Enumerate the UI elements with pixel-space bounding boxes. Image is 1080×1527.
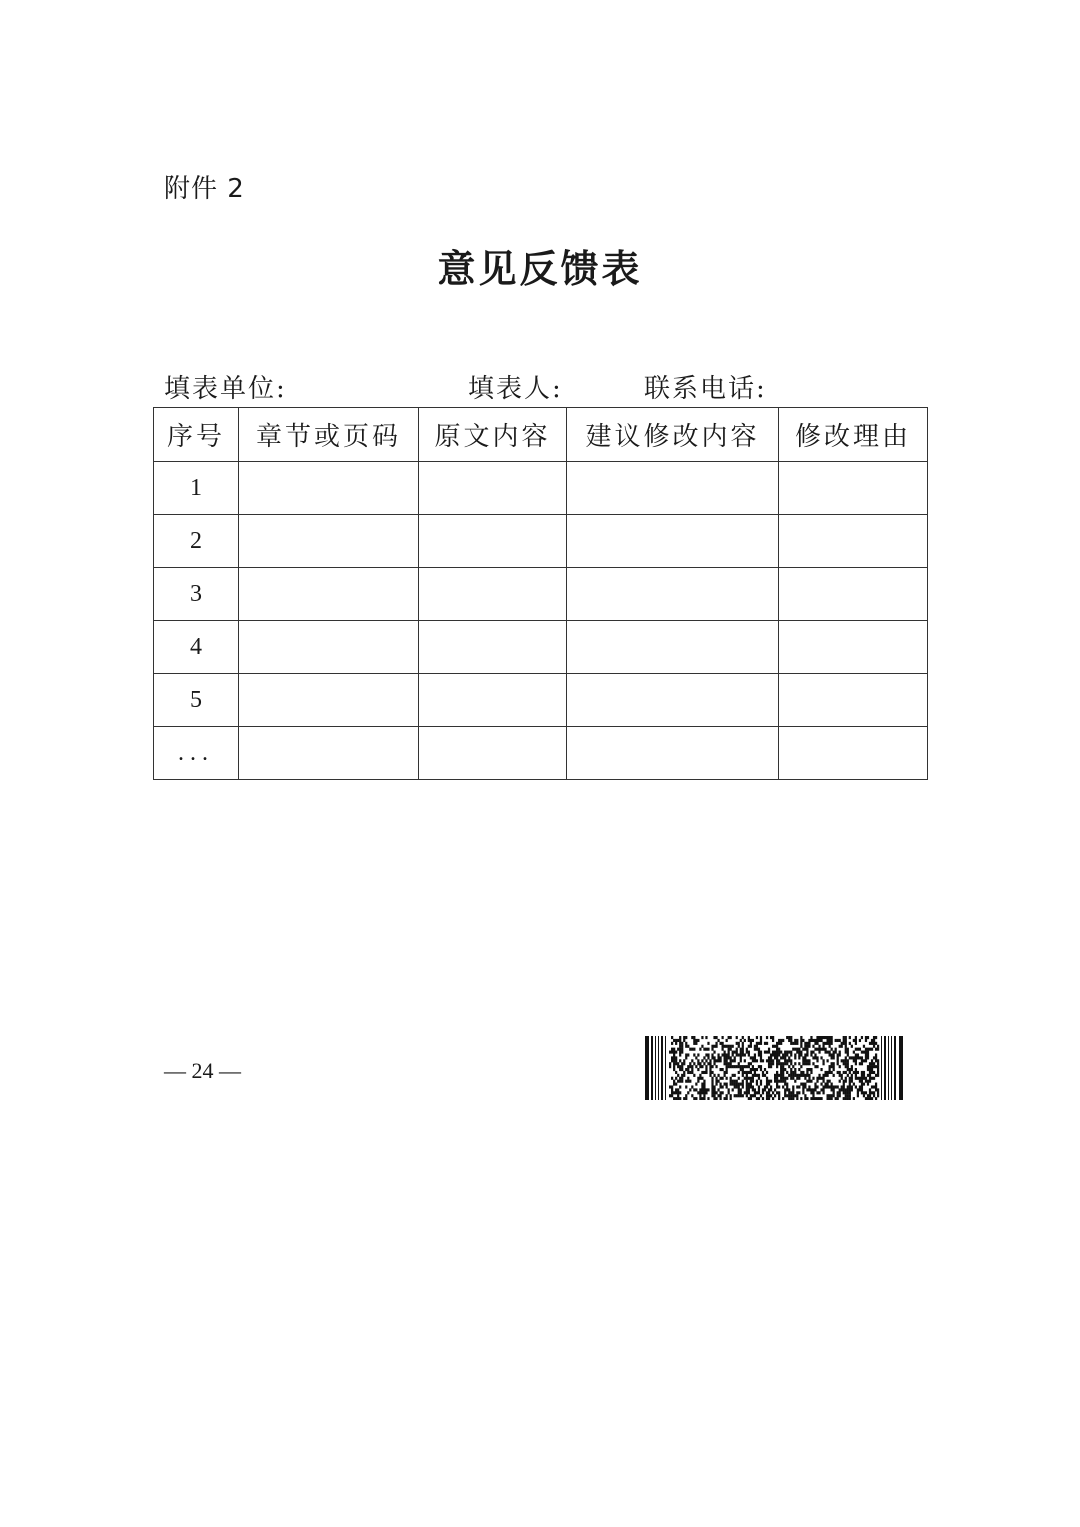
- original-text-cell[interactable]: [419, 674, 567, 727]
- column-header-chapter-page: 章节或页码: [239, 408, 419, 462]
- row-index: ...: [154, 727, 239, 780]
- suggested-change-cell[interactable]: [567, 727, 779, 780]
- reason-cell[interactable]: [779, 727, 928, 780]
- table-row: [154, 621, 928, 674]
- suggested-change-cell[interactable]: [567, 621, 779, 674]
- table-header-row: [154, 408, 928, 462]
- document-title: 意见反馈表: [437, 246, 643, 291]
- original-text-cell[interactable]: [419, 727, 567, 780]
- original-text-cell[interactable]: [419, 515, 567, 568]
- table-row: [154, 515, 928, 568]
- reason-cell[interactable]: [779, 674, 928, 727]
- original-text-cell[interactable]: [419, 568, 567, 621]
- fill-phone-label: 联系电话:: [644, 374, 767, 404]
- table-row: [154, 674, 928, 727]
- feedback-table: [153, 407, 928, 780]
- chapter-page-cell[interactable]: [239, 727, 419, 780]
- original-text-cell[interactable]: [419, 462, 567, 515]
- reason-cell[interactable]: [779, 621, 928, 674]
- table-row: [154, 462, 928, 515]
- reason-cell[interactable]: [779, 568, 928, 621]
- chapter-page-cell[interactable]: [239, 462, 419, 515]
- row-index: 4: [154, 621, 239, 674]
- suggested-change-cell[interactable]: [567, 462, 779, 515]
- column-header-suggested-change: 建议修改内容: [567, 408, 779, 462]
- chapter-page-cell[interactable]: [239, 674, 419, 727]
- table-row: [154, 727, 928, 780]
- barcode-image: [645, 1036, 903, 1100]
- reason-cell[interactable]: [779, 462, 928, 515]
- row-index: 2: [154, 515, 239, 568]
- chapter-page-cell[interactable]: [239, 515, 419, 568]
- table-row: [154, 568, 928, 621]
- chapter-page-cell[interactable]: [239, 568, 419, 621]
- page-number: — 24 —: [164, 1058, 241, 1083]
- chapter-page-cell[interactable]: [239, 621, 419, 674]
- suggested-change-cell[interactable]: [567, 568, 779, 621]
- suggested-change-cell[interactable]: [567, 674, 779, 727]
- original-text-cell[interactable]: [419, 621, 567, 674]
- column-header-original-text: 原文内容: [419, 408, 567, 462]
- fill-unit-label: 填表单位:: [164, 374, 287, 404]
- fill-person-label: 填表人:: [468, 374, 563, 404]
- reason-cell[interactable]: [779, 515, 928, 568]
- row-index: 3: [154, 568, 239, 621]
- attachment-label: 附件 2: [164, 174, 245, 204]
- suggested-change-cell[interactable]: [567, 515, 779, 568]
- row-index: 5: [154, 674, 239, 727]
- column-header-index: 序号: [154, 408, 239, 462]
- column-header-reason: 修改理由: [779, 408, 928, 462]
- row-index: 1: [154, 462, 239, 515]
